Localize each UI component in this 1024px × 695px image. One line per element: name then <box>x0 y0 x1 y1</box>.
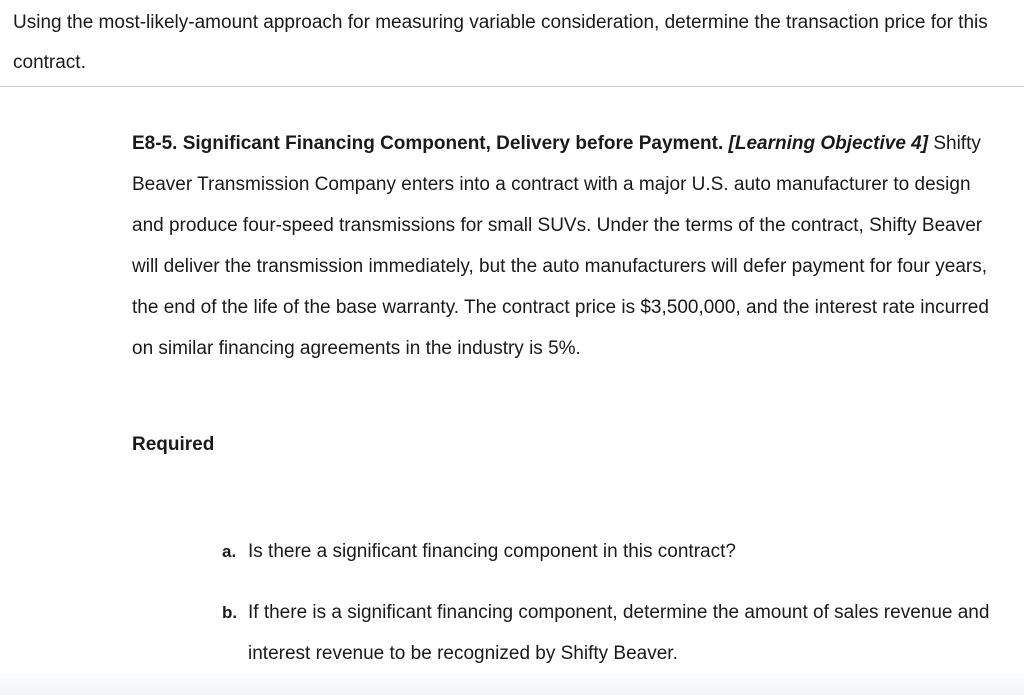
learning-objective: [Learning Objective 4] <box>728 133 929 154</box>
question-text: Is there a significant financing component in this contract? <box>248 541 736 562</box>
question-item-b <box>222 592 1012 674</box>
question-letter: b. <box>222 603 238 622</box>
exercise-paragraph <box>132 123 1007 369</box>
question-letter: a. <box>222 542 237 561</box>
exercise-heading: E8-5. Significant Financing Component, Delivery before Payment. <box>132 133 724 154</box>
section-divider <box>0 86 1024 87</box>
intro-paragraph: Using the most-likely-amount approach for measuring variable consideration, determine the transaction price for this contract. <box>13 12 988 73</box>
question-text: If there is a significant financing component, determine the amount of sales revenue and interest revenue to be recognized by Shifty Beaver. <box>248 602 990 664</box>
question-item-a <box>222 531 1012 572</box>
required-heading: Required <box>132 434 215 455</box>
bottom-edge-shade <box>0 669 1024 695</box>
exercise-body: Shifty Beaver Transmission Company enters into a contract with a major U.S. auto manufacturer to design and produce four-speed transmissions for small SUVs. Under the terms of the contract, Shifty Beaver will deliver the transmission immediately, but the auto manufacturers will defer payment for four years, the end of the life of the base warranty. The contract price is $3,500,000, and the interest rate incurred on similar financing agreements in the industry is 5%. <box>132 133 989 359</box>
